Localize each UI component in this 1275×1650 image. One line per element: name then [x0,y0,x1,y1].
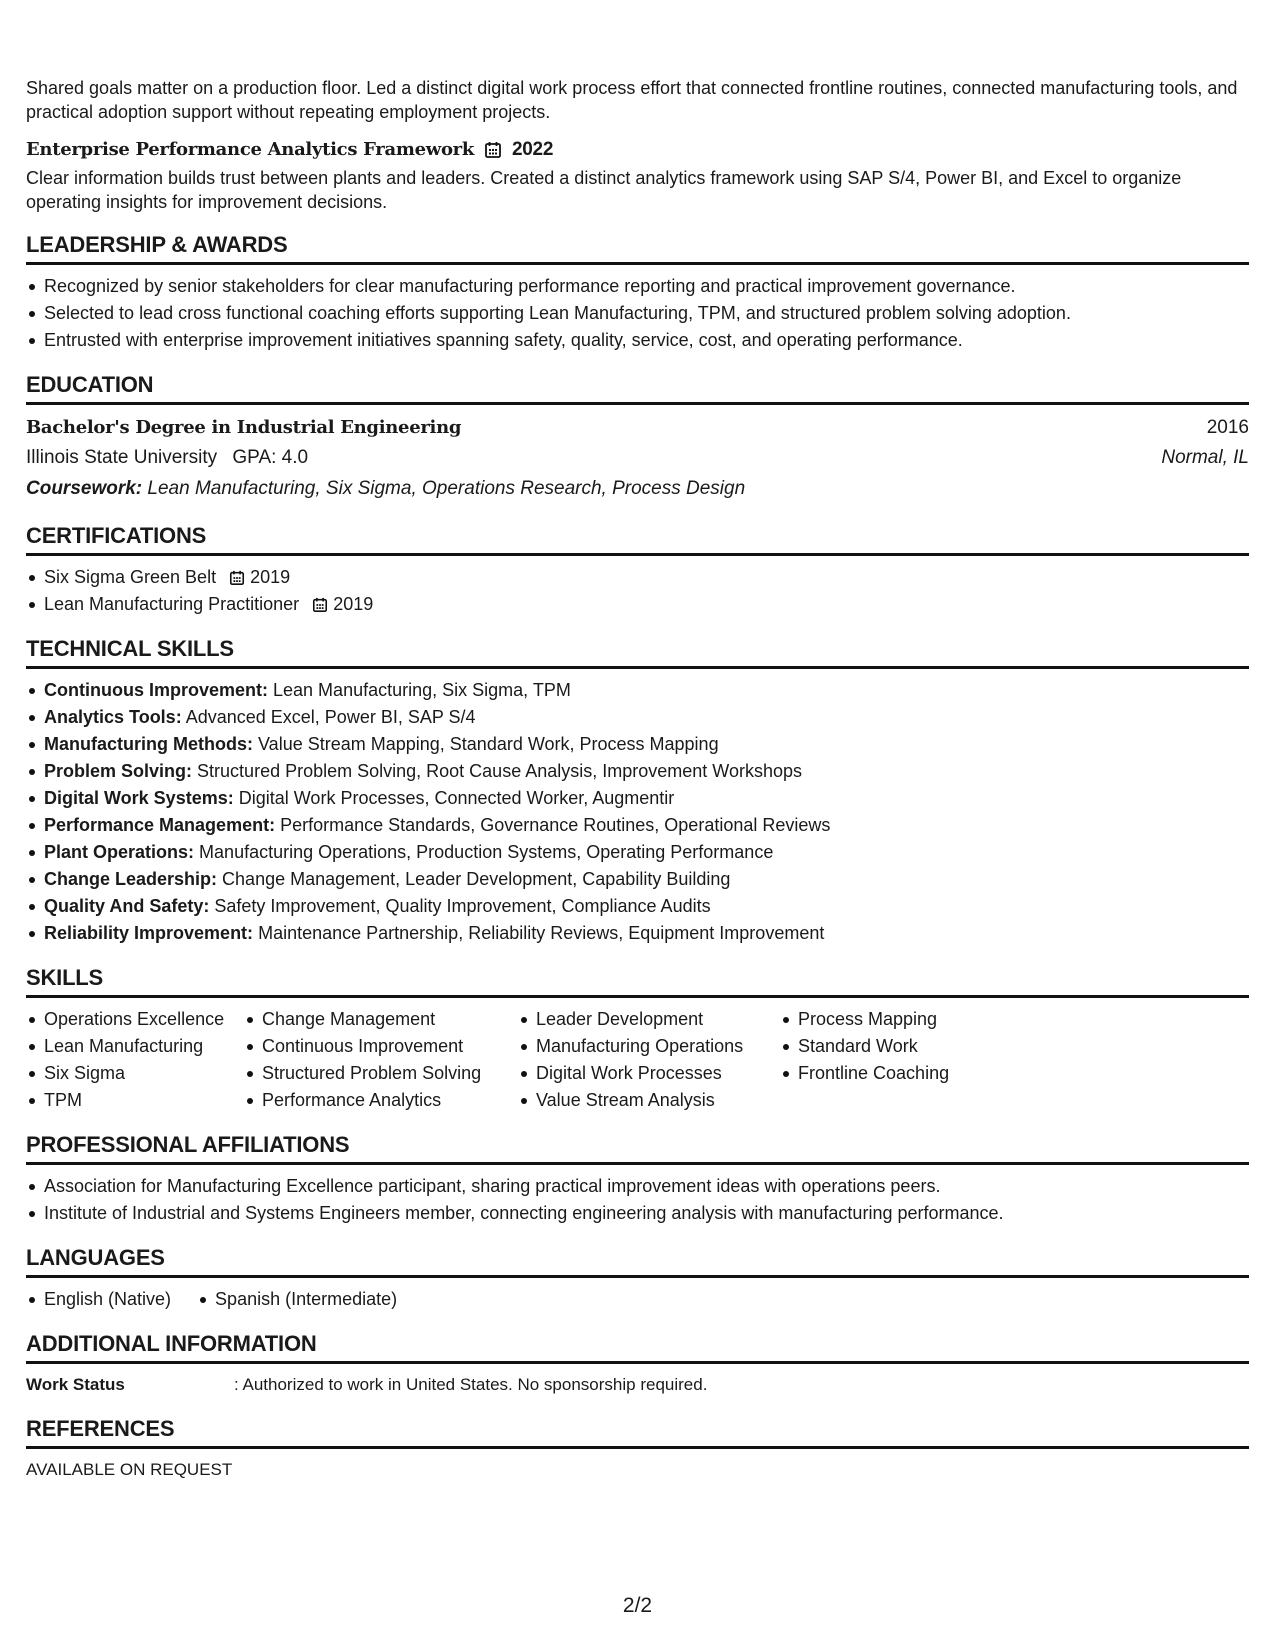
skill-label: Reliability Improvement: [44,923,254,943]
list-item: Frontline Coaching [780,1060,1020,1087]
section-title: CERTIFICATIONS [26,523,1249,556]
skills-column [780,1006,1020,1114]
list-item [26,920,1249,947]
work-status-label: Work Status [26,1375,125,1394]
skills-column [26,1006,244,1114]
skill-value: Performance Standards, Governance Routines, Operational Reviews [280,815,831,835]
list-item: Process Mapping [780,1006,1020,1033]
list-item: Value Stream Analysis [518,1087,780,1114]
skill-label: Quality And Safety: [44,896,210,916]
leadership-section [26,232,1249,354]
skill-value: Maintenance Partnership, Reliability Reviews, Equipment Improvement [258,923,825,943]
list-item: Recognized by senior stakeholders for clear manufacturing performance reporting and practical improvement governance. [26,273,1249,300]
list-item [26,758,1249,785]
intro-paragraph: Shared goals matter on a production floor. Led a distinct digital work process effort that connected frontline routines, connected manufacturing tools, and practical adoption support without repeating employment projects. [26,78,1238,122]
skill-label: Continuous Improvement: [44,680,268,700]
list-item: Six Sigma [26,1060,244,1087]
education-row [26,413,1249,443]
list-item [26,704,1249,731]
list-item: Structured Problem Solving [244,1060,518,1087]
cert-name: Six Sigma Green Belt [44,567,217,587]
education-section [26,372,1249,505]
skill-value: Safety Improvement, Quality Improvement, Compliance Audits [214,896,711,916]
section-title: LEADERSHIP & AWARDS [26,232,1249,265]
section-title: SKILLS [26,965,1249,998]
list-item [26,866,1249,893]
skill-value: Value Stream Mapping, Standard Work, Process Mapping [258,734,719,754]
education-school-row [26,443,1249,473]
affiliations-list [26,1173,1249,1227]
certifications-list [26,564,1249,618]
project-description: Clear information builds trust between plants and leaders. Created a distinct analytics framework using SAP S/4, Power BI, and Excel to organize operating insights for improvement decisions. [26,168,1182,212]
list-item: Lean Manufacturing [26,1033,244,1060]
page-number: 2/2 [622,1594,653,1617]
list-item: Digital Work Processes [518,1060,780,1087]
calendar-icon [312,594,328,614]
section-title: TECHNICAL SKILLS [26,636,1249,669]
gpa: GPA: 4.0 [232,447,309,468]
calendar-icon [229,567,245,587]
school-name: Illinois State University [26,447,218,468]
skill-value: Manufacturing Operations, Production Systems, Operating Performance [199,842,774,862]
list-item: Selected to lead cross functional coaching efforts supporting Lean Manufacturing, TPM, and structured problem solving adoption. [26,300,1249,327]
project-heading [26,138,1249,162]
cert-name: Lean Manufacturing Practitioner [44,594,300,614]
calendar-icon [484,141,502,159]
languages-section [26,1245,1249,1313]
list-item: Continuous Improvement [244,1033,518,1060]
skills-grid [26,1006,1249,1114]
work-status-value: : Authorized to work in United States. No sponsorship required. [234,1375,708,1394]
section-title: REFERENCES [26,1416,1249,1449]
technical-skills-list [26,677,1249,947]
section-title: LANGUAGES [26,1245,1249,1278]
education-location: Normal, IL [1161,447,1249,468]
list-item: Performance Analytics [244,1087,518,1114]
skills-column [244,1006,518,1114]
list-item: Spanish (Intermediate) [197,1286,397,1313]
degree: Bachelor's Degree in Industrial Engineering [26,417,462,438]
resume-page [26,76,1249,1483]
skill-label: Analytics Tools: [44,707,182,727]
skill-label: Performance Management: [44,815,276,835]
project-title: Enterprise Performance Analytics Framework [26,139,475,160]
list-item: Manufacturing Operations [518,1033,780,1060]
section-title: ADDITIONAL INFORMATION [26,1331,1249,1364]
list-item: Standard Work [780,1033,1020,1060]
skill-value: Lean Manufacturing, Six Sigma, TPM [273,680,571,700]
list-item [26,812,1249,839]
list-item [26,839,1249,866]
coursework-list: Lean Manufacturing, Six Sigma, Operations Research, Process Design [147,478,746,499]
project-year: 2022 [512,139,554,160]
skill-value: Change Management, Leader Development, Capability Building [222,869,731,889]
list-item: Institute of Industrial and Systems Engineers member, connecting engineering analysis with manufacturing performance. [26,1200,1249,1227]
references-text: AVAILABLE ON REQUEST [26,1460,233,1479]
list-item [26,591,1249,618]
section-title: EDUCATION [26,372,1249,405]
skill-label: Digital Work Systems: [44,788,234,808]
languages-list [26,1286,1249,1313]
list-item [26,677,1249,704]
list-item [26,731,1249,758]
skills-column [518,1006,780,1114]
technical-skills-section [26,636,1249,947]
skill-value: Structured Problem Solving, Root Cause Analysis, Improvement Workshops [197,761,802,781]
education-year: 2016 [1206,417,1249,438]
affiliations-section [26,1132,1249,1227]
references-section [26,1416,1249,1483]
list-item: TPM [26,1087,244,1114]
list-item [26,893,1249,920]
list-item: Entrusted with enterprise improvement initiatives spanning safety, quality, service, cost, and operating performance. [26,327,1249,354]
skills-section [26,965,1249,1114]
work-status-row [26,1372,1249,1398]
skill-label: Plant Operations: [44,842,195,862]
list-item: Change Management [244,1006,518,1033]
skill-value: Advanced Excel, Power BI, SAP S/4 [185,707,476,727]
list-item [26,564,1249,591]
list-item: Operations Excellence [26,1006,244,1033]
cert-year: 2019 [333,594,374,614]
section-title: PROFESSIONAL AFFILIATIONS [26,1132,1249,1165]
list-item: Leader Development [518,1006,780,1033]
skill-value: Digital Work Processes, Connected Worker, Augmentir [238,788,675,808]
coursework-label: Coursework: [26,478,143,499]
list-item [26,785,1249,812]
certifications-section [26,523,1249,618]
leadership-list [26,273,1249,354]
cert-year: 2019 [250,567,291,587]
list-item: Association for Manufacturing Excellence participant, sharing practical improvement ideas with operations peers. [26,1173,1249,1200]
skill-label: Problem Solving: [44,761,193,781]
skill-label: Manufacturing Methods: [44,734,253,754]
coursework [26,473,1249,505]
additional-section [26,1331,1249,1398]
list-item: English (Native) [26,1286,171,1313]
skill-label: Change Leadership: [44,869,218,889]
